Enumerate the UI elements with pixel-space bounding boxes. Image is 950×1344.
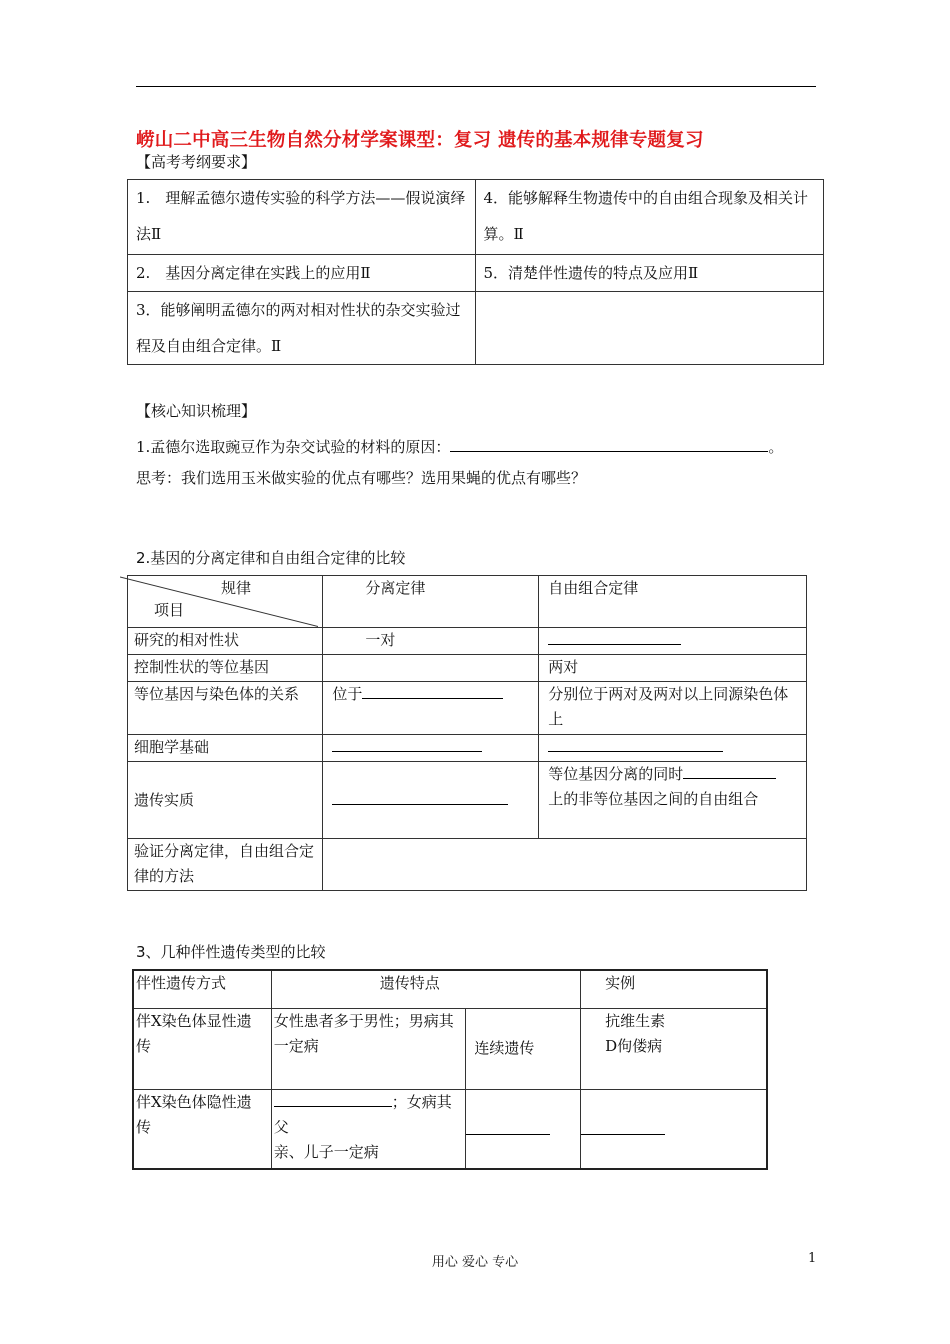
- core-heading: 【核心知识梳理】: [136, 402, 257, 420]
- answer-blank[interactable]: [683, 762, 776, 779]
- cell-blank: [539, 735, 807, 762]
- header-item: 项目: [154, 601, 185, 619]
- answer-blank[interactable]: [274, 1090, 392, 1107]
- header-example: 实例: [581, 970, 767, 1008]
- answer-blank[interactable]: [548, 735, 723, 752]
- answer-blank[interactable]: [450, 435, 768, 452]
- diagonal-header-cell: [128, 576, 323, 628]
- col-independent: 自由组合定律: [539, 576, 807, 628]
- answer-blank[interactable]: [581, 1118, 665, 1135]
- answer-blank[interactable]: [332, 788, 508, 805]
- cell-blank: [323, 762, 539, 839]
- req-item-5: 5．清楚伴性遗传的特点及应用Ⅱ: [475, 255, 824, 292]
- answer-blank[interactable]: [466, 1118, 550, 1135]
- header-law: 规律: [221, 579, 252, 597]
- cell-located: [323, 682, 539, 735]
- feature-continuous: 连续遗传: [466, 1008, 581, 1089]
- header-rule: [136, 86, 816, 87]
- cell-two-pairs: 两对: [539, 655, 807, 682]
- mode-dominant: 伴X染色体显性遗传: [133, 1008, 271, 1089]
- page-number: 1: [808, 1251, 817, 1266]
- cell-separate-chromosomes: 分别位于两对及两对以上同源染色体上: [539, 682, 807, 735]
- cell-blank: [323, 735, 539, 762]
- cell-blank: [581, 1089, 767, 1169]
- question-1-end: 。: [768, 438, 784, 456]
- cell-essence: [539, 762, 807, 839]
- located-label: 位于: [332, 685, 363, 703]
- section-2-heading: 2.基因的分离定律和自由组合定律的比较: [136, 549, 406, 567]
- answer-blank[interactable]: [548, 628, 681, 645]
- essence-text-a: 等位基因分离的同时: [548, 765, 684, 783]
- requirements-table: [127, 179, 824, 365]
- feature-dominant: 女性患者多于男性；男病其一定病: [271, 1008, 466, 1089]
- row-label-alleles: 控制性状的等位基因: [128, 655, 323, 682]
- row-label-cytology: 细胞学基础: [128, 735, 323, 762]
- req-item-2: 2. 基因分离定律在实践上的应用Ⅱ: [128, 255, 476, 292]
- think-question: 思考：我们选用玉米做实验的优点有哪些？选用果蝇的优点有哪些？: [136, 469, 587, 487]
- question-1: [136, 435, 783, 457]
- example-dominant-a: 抗维生素: [605, 1011, 666, 1030]
- req-empty-cell: [475, 292, 824, 365]
- question-1-text: 1.孟德尔选取豌豆作为杂交试验的材料的原因：: [136, 438, 451, 456]
- example-dominant: [581, 1008, 767, 1089]
- req-item-4: 4．能够解释生物遗传中的自由组合现象及相关计算。Ⅱ: [475, 180, 824, 255]
- req-item-3: 3．能够阐明孟德尔的两对相对性状的杂交实验过程及自由组合定律。Ⅱ: [128, 292, 476, 365]
- feature-recessive: [271, 1089, 466, 1169]
- row-label-traits: 研究的相对性状: [128, 628, 323, 655]
- section-3-heading: 3、几种伴性遗传类型的比较: [136, 943, 326, 961]
- diagonal-line: [120, 576, 318, 630]
- cell-blank: [466, 1089, 581, 1169]
- footer-text: 用心 爱心 专心: [431, 1255, 519, 1270]
- row-label-chromosome: 等位基因与染色体的关系: [128, 682, 323, 735]
- essence-text-b: 上的非等位基因之间的自由组合: [548, 790, 759, 808]
- feature-recessive-b: 亲、儿子一定病: [273, 1142, 379, 1161]
- answer-blank[interactable]: [332, 735, 482, 752]
- row-label-essence: 遗传实质: [128, 762, 323, 839]
- col-segregation: 分离定律: [323, 576, 539, 628]
- sex-linked-table: [132, 969, 768, 1170]
- example-dominant-b: D佝偻病: [605, 1036, 663, 1055]
- req-item-1: 1. 理解孟德尔遗传实验的科学方法——假说演绎法Ⅱ: [128, 180, 476, 255]
- answer-blank[interactable]: [362, 682, 503, 699]
- cell-one-pair: 一对: [323, 628, 539, 655]
- header-mode: 伴性遗传方式: [133, 970, 271, 1008]
- row-label-method: 验证分离定律，自由组合定律的方法: [128, 839, 323, 891]
- cell-empty: [323, 655, 539, 682]
- law-comparison-table: [127, 575, 807, 891]
- header-features: 遗传特点: [271, 970, 580, 1008]
- cell-blank: [539, 628, 807, 655]
- feature-recessive-a: ；女病其父: [273, 1092, 452, 1136]
- mode-recessive: 伴X染色体隐性遗传: [133, 1089, 271, 1169]
- requirements-heading: 【高考考纲要求】: [136, 153, 257, 171]
- cell-method-answer[interactable]: [323, 839, 807, 891]
- page-title: 崂山二中高三生物自然分材学案课型：复习 遗传的基本规律专题复习: [136, 130, 704, 151]
